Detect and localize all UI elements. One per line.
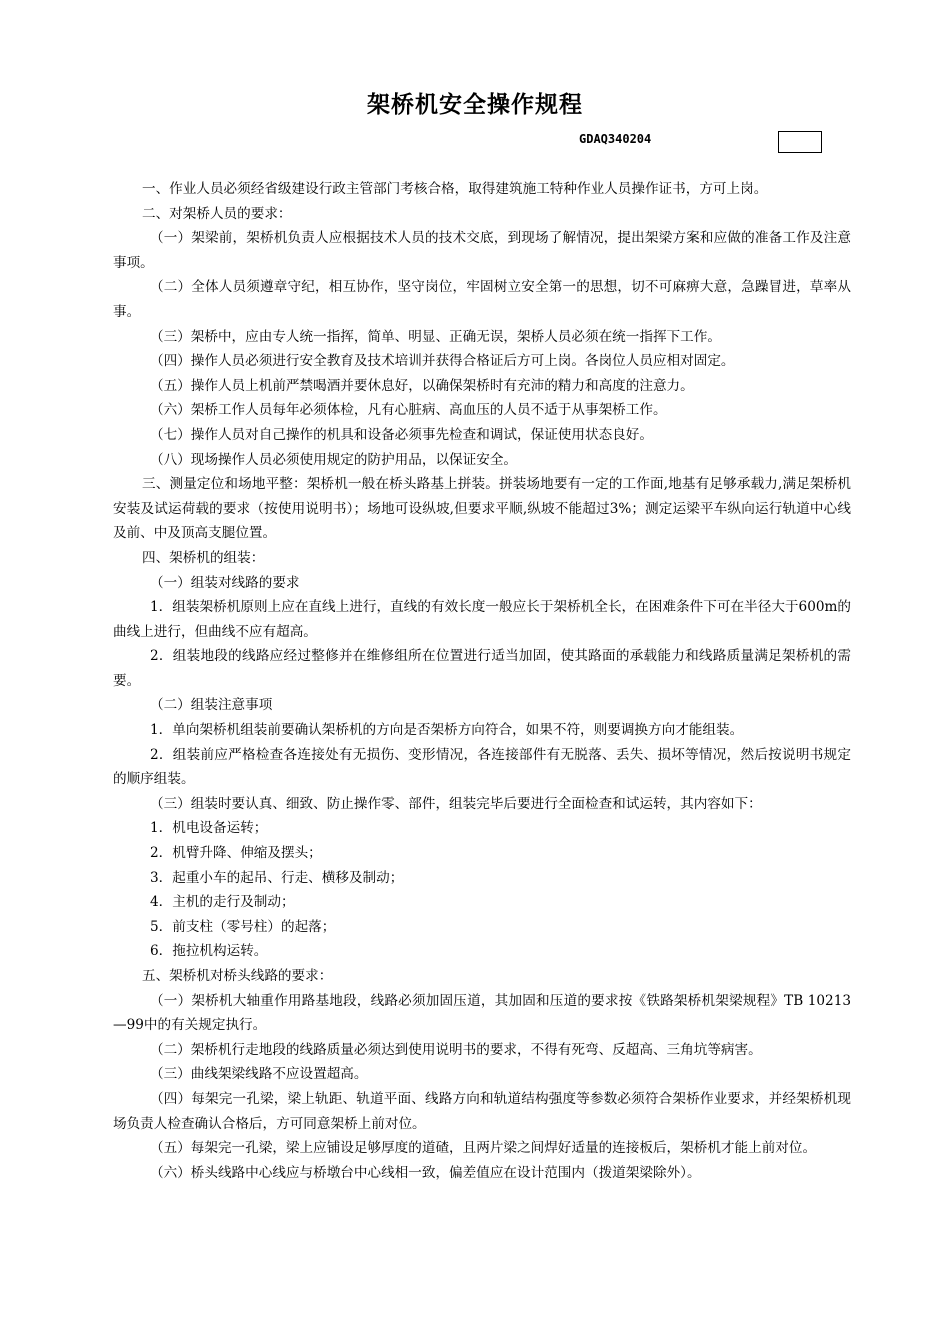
paragraph: （七）操作人员对自己操作的机具和设备必须事先检查和调试，保证使用状态良好。 [150, 426, 653, 443]
paragraph: 6．拖拉机构运转。 [150, 943, 268, 960]
paragraph: （一）组装对线路的要求 [150, 574, 300, 591]
paragraph: 一、作业人员必须经省级建设行政主管部门考核合格，取得建筑施工特种作业人员操作证书，方可上岗。 [142, 181, 768, 197]
paragraph: （二）全体人员须遵章守纪，相互协作，坚守岗位，牢固树立安全第一的思想，切不可麻痹大意，急躁冒进，草率从事。 [113, 279, 851, 320]
page-title: 架桥机安全操作规程 [367, 92, 583, 118]
document-body [113, 177, 851, 1185]
paragraph: （八）现场操作人员必须使用规定的防护用品，以保证安全。 [150, 451, 518, 468]
document-code: GDAQ340204 [579, 132, 652, 146]
paragraph: （二）组装注意事项 [150, 697, 273, 714]
paragraph: 1．组装架桥机原则上应在直线上进行，直线的有效长度一般应长于架桥机全长，在困难条件下可在半径大于600m的曲线上进行，但曲线不应有超高。 [113, 599, 851, 640]
paragraph: （四）每架完一孔梁，梁上轨距、轨道平面、线路方向和轨道结构强度等参数必须符合架桥作业要求，并经架桥机现场负责人检查确认合格后，方可同意架桥上前对位。 [113, 1090, 851, 1132]
paragraph: 2．机臂升降、伸缩及摆头； [150, 845, 322, 862]
paragraph: （六）桥头线路中心线应与桥墩台中心线相一致，偏差值应在设计范围内（拨道架梁除外）。 [150, 1164, 701, 1181]
paragraph: （四）操作人员必须进行安全教育及技术培训并获得合格证后方可上岗。各岗位人员应相对固定。 [150, 353, 735, 370]
paragraph: （五）操作人员上机前严禁喝酒并要休息好，以确保架桥时有充沛的精力和高度的注意力。 [150, 377, 694, 394]
paragraph: 1．单向架桥机组装前要确认架桥机的方向是否架桥方向符合，如果不符，则要调换方向才能组装。 [150, 722, 744, 739]
paragraph: 3．起重小车的起吊、行走、横移及制动； [150, 869, 404, 886]
paragraph: 2．组装前应严格检查各连接处有无损伤、变形情况，各连接部件有无脱落、丢失、损坏等情况，然后按说明书规定的顺序组装。 [113, 746, 851, 788]
paragraph: （三）曲线架梁线路不应设置超高。 [150, 1066, 368, 1083]
paragraph: （二）架桥机行走地段的线路质量必须达到使用说明书的要求，不得有死弯、反超高、三角坑等病害。 [150, 1041, 762, 1058]
paragraph: （一）架梁前，架桥机负责人应根据技术人员的技术交底，到现场了解情况，提出架梁方案和应做的准备工作及注意事项。 [113, 230, 851, 271]
paragraph: 三、测量定位和场地平整：架桥机一般在桥头路基上拼装。拼装场地要有一定的工作面,地基有足够承载力,满足架桥机安装及试运荷载的要求（按使用说明书）；场地可设纵坡,但要求平顺,纵坡不能超过3%；测定运梁平车纵向运行轨道中心线及前、中及顶高支腿位置。 [113, 476, 851, 542]
paragraph: 五、架桥机对桥头线路的要求： [142, 968, 333, 984]
paragraph: （六）架桥工作人员每年必须体检，凡有心脏病、高血压的人员不适于从事架桥工作。 [150, 402, 667, 419]
paragraph: 4．主机的走行及制动； [150, 894, 295, 911]
paragraph: （一）架桥机大轴重作用路基地段，线路必须加固压道，其加固和压道的要求按《铁路架桥机架梁规程》TB 10213—99中的有关规定执行。 [113, 992, 851, 1034]
paragraph: （三）架桥中，应由专人统一指挥，简单、明显、正确无误，架桥人员必须在统一指挥下工作。 [150, 328, 721, 345]
blank-box [778, 131, 822, 153]
paragraph: （五）每架完一孔梁，梁上应铺设足够厚度的道碴，且两片梁之间焊好适量的连接板后，架桥机才能上前对位。 [150, 1140, 817, 1157]
paragraph: （三）组装时要认真、细致、防止操作零、部件，组装完毕后要进行全面检查和试运转，其内容如下： [150, 795, 762, 812]
paragraph: 5．前支柱（零号柱）的起落； [150, 918, 336, 935]
paragraph: 2．组装地段的线路应经过整修并在维修组所在位置进行适当加固，使其路面的承载能力和线路质量满足架桥机的需要。 [113, 648, 851, 689]
paragraph: 四、架桥机的组装： [142, 549, 265, 566]
paragraph: 二、对架桥人员的要求： [142, 205, 292, 222]
paragraph: 1．机电设备运转； [150, 820, 268, 837]
